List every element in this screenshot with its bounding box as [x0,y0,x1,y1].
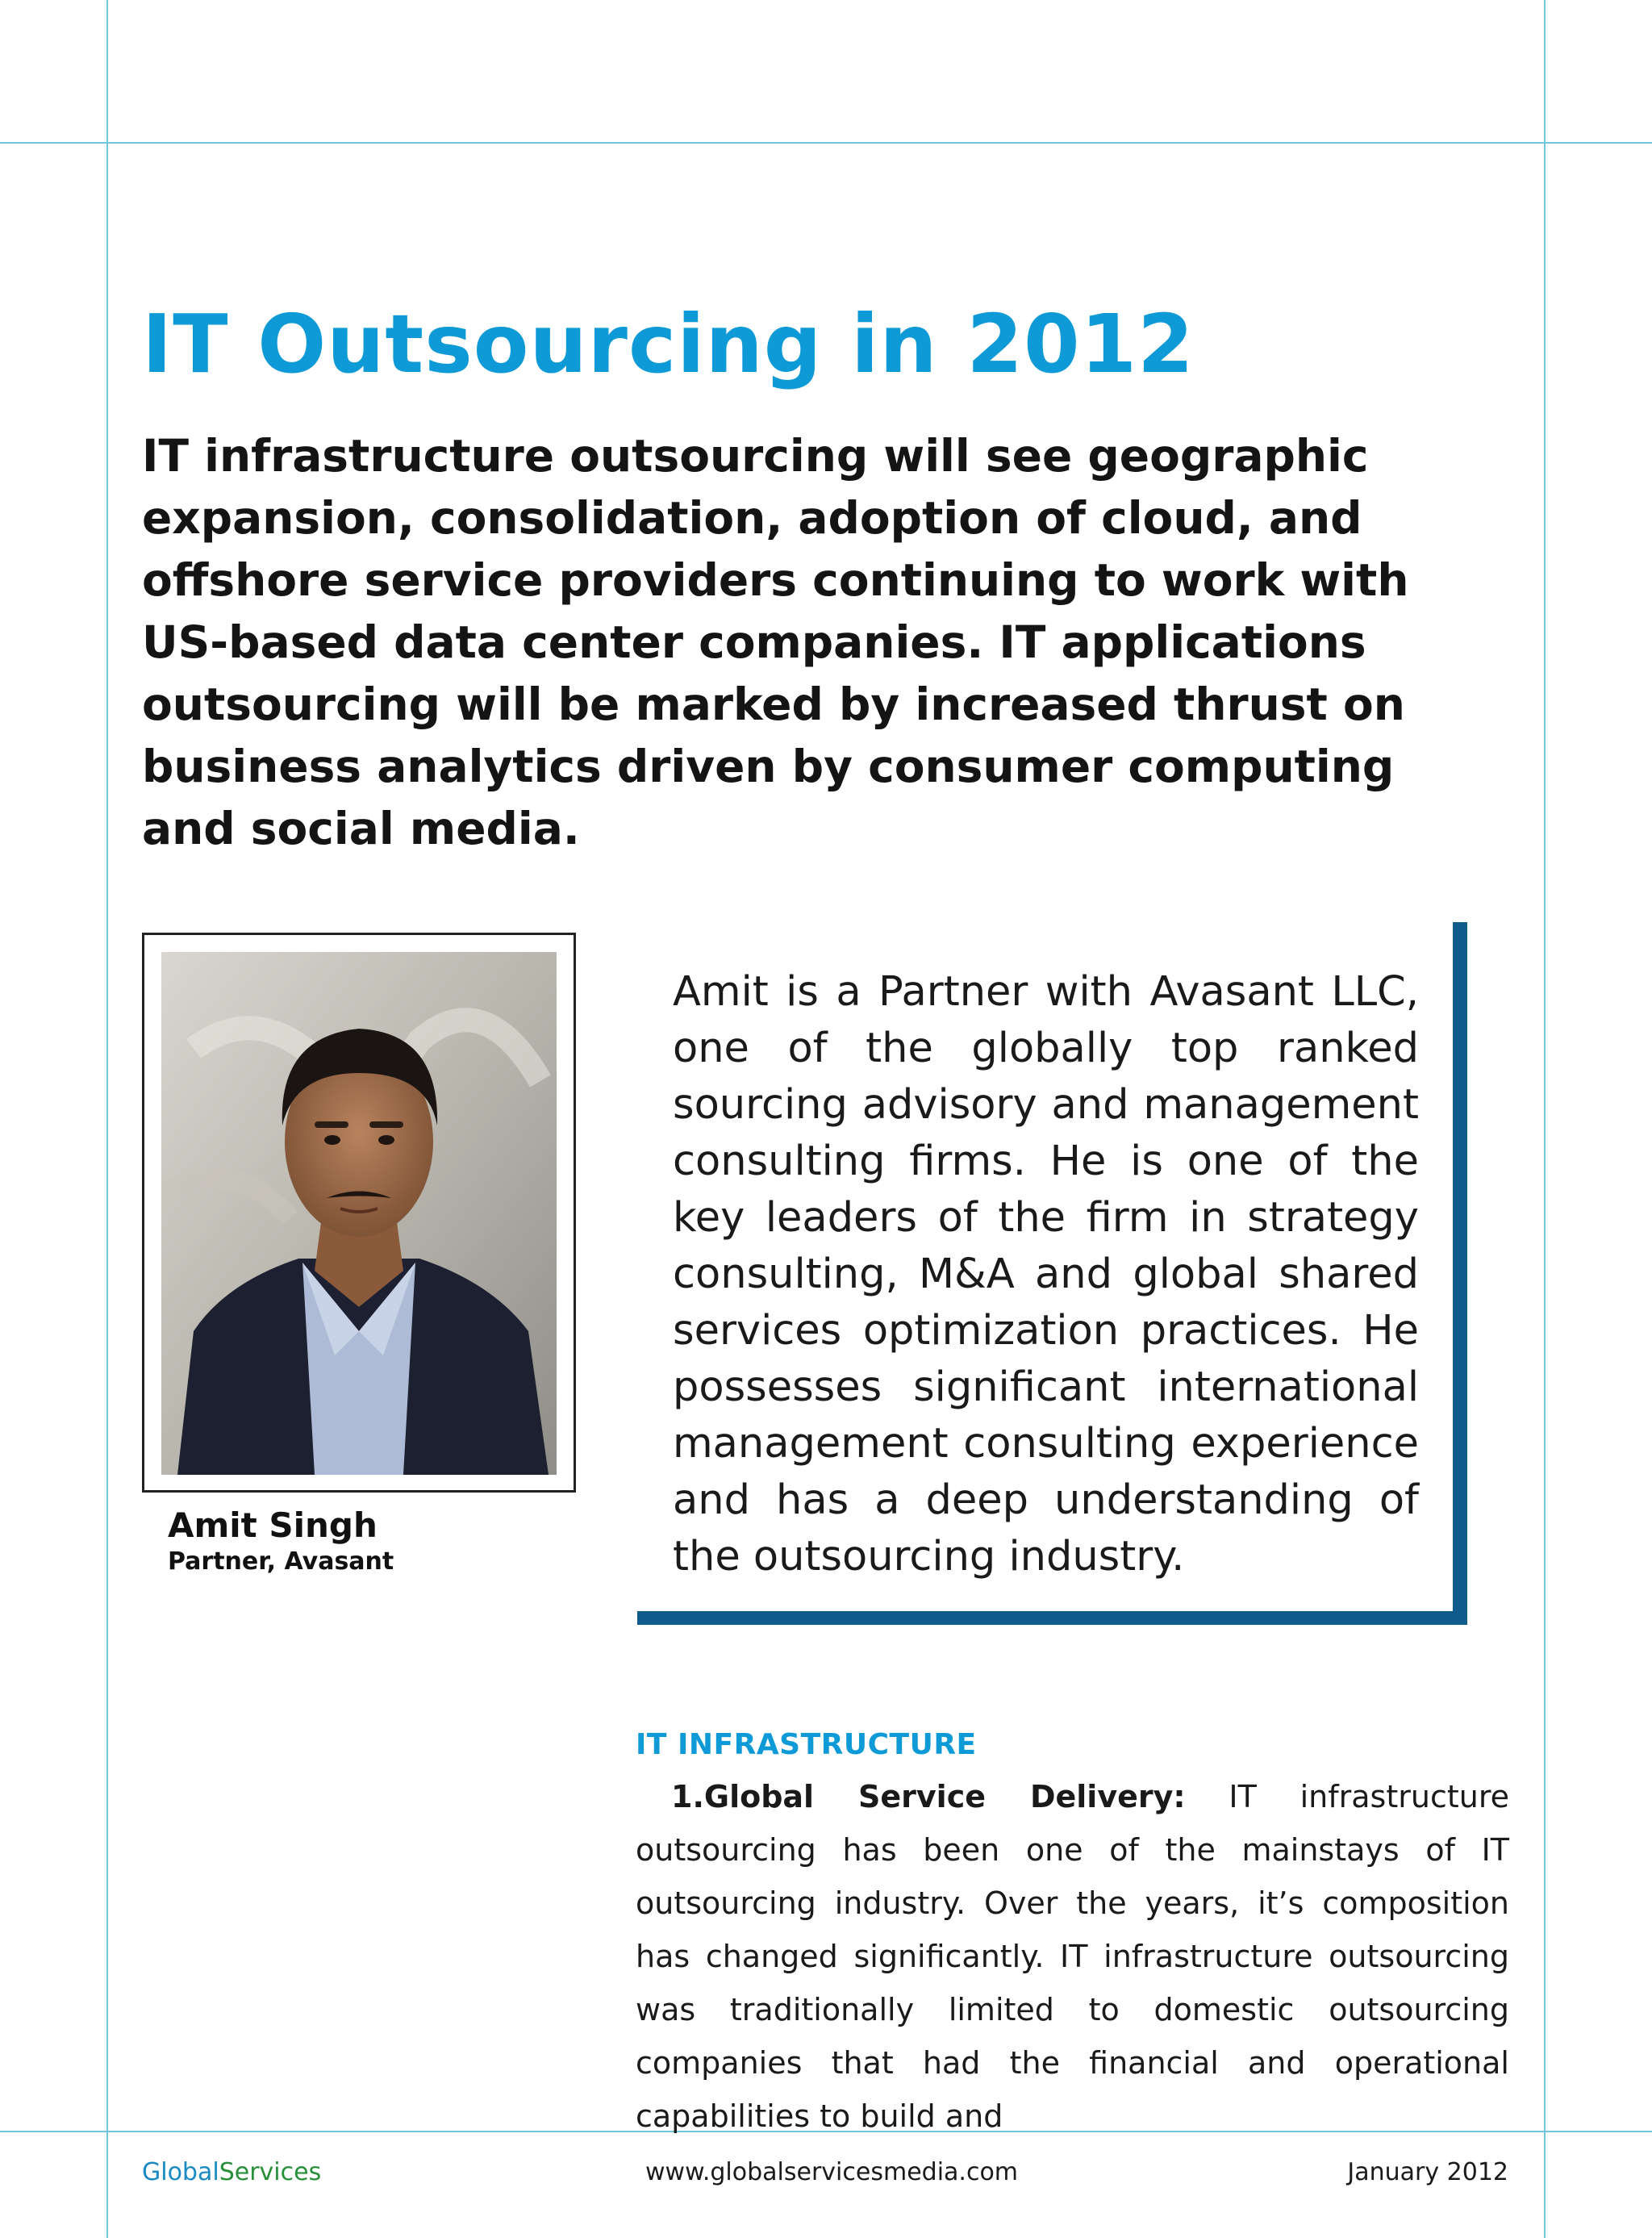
author-photo [161,952,557,1475]
crop-guide-left [106,0,108,2238]
bio-box-shadow-right [1453,922,1467,1625]
crop-guide-top [0,142,1652,144]
footer-date: January 2012 [1347,2158,1508,2186]
article-deck: IT infrastructure outsourcing will see geographic expansion, consolidation, adoption of cloud, and offshore service providers continuing to work with US-based data center companies. IT applications outsourcing will be marked by increased thrust on business analytics driven by consumer computing and social media. [142,430,1409,854]
footer-brand-part2: Services [219,2158,322,2186]
footer-brand-part1: Global [142,2158,219,2186]
crop-guide-right [1544,0,1546,2238]
author-name: Amit Singh [168,1505,378,1545]
bio-box-shadow-bottom [637,1611,1467,1625]
footer-brand [142,2158,321,2186]
author-role: Partner, Avasant [168,1547,394,1576]
footer-url[interactable]: www.globalservicesmedia.com [645,2158,1019,2186]
section-text: IT infrastructure outsourcing has been one of the mainstays of IT outsourcing industry. Over the years, it’s composition has changed significantly. IT infrastructure outsourcing was traditionally limited to domestic outsourcing companies that had the financial and operational capabilities to build and [636,1779,1509,2134]
section-heading: IT INFRASTRUCTURE [636,1728,977,1761]
article-title: IT Outsourcing in 2012 [142,297,1195,391]
section-lead: 1.Global Service Delivery: [671,1779,1186,1814]
author-bio: Amit is a Partner with Avasant LLC, one of the globally top ranked sourcing advisory and management consulting firms. He is one of the key leaders of the firm in strategy consulting, M&A and global shared services optimization practices. He possesses significant international management consulting experience and has a deep understanding of the outsourcing industry. [673,968,1419,1580]
section-body [636,1770,1509,2143]
